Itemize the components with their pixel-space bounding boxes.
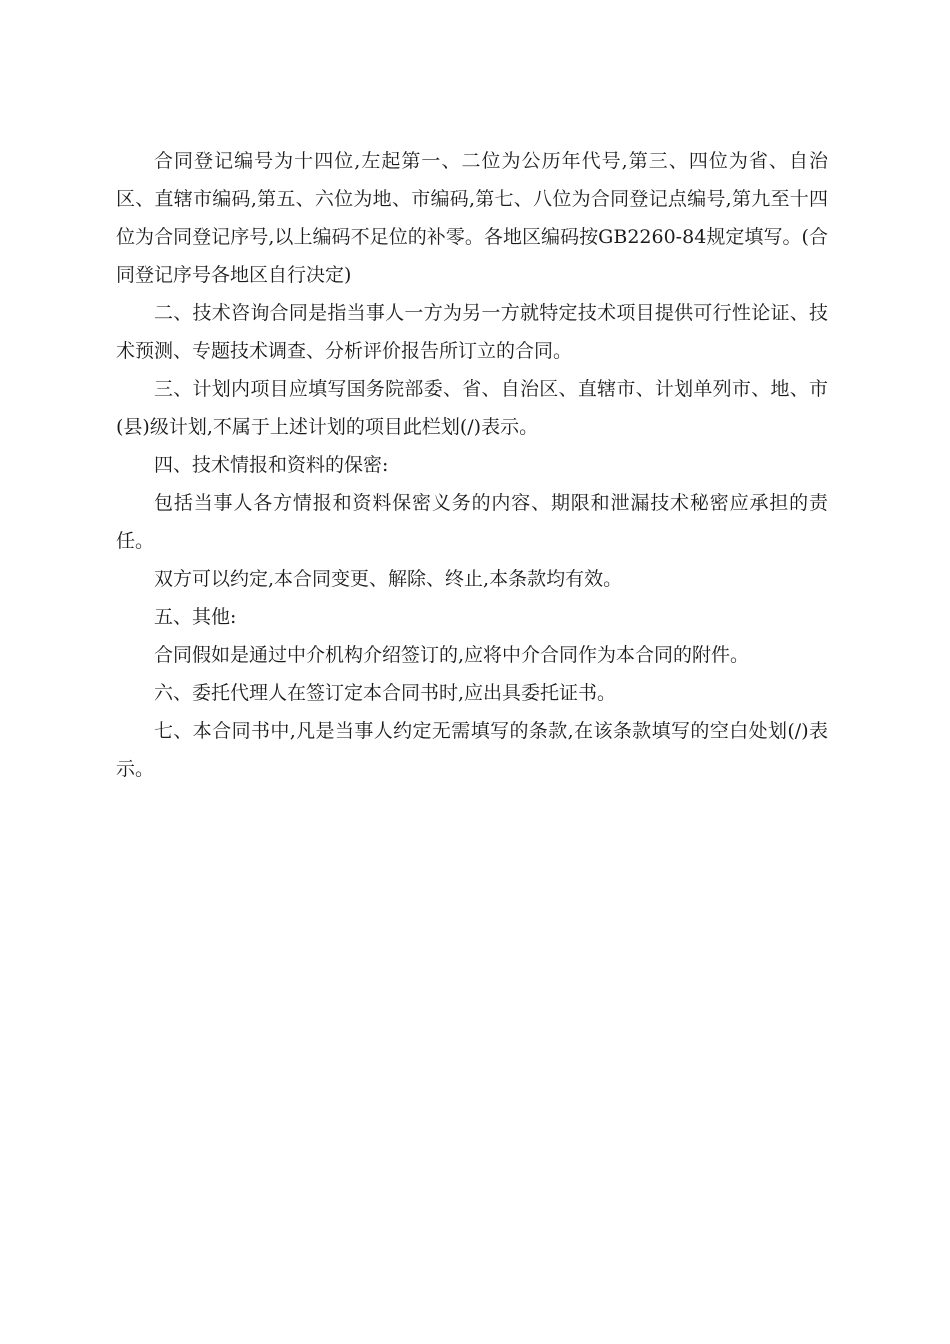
- paragraph-intermediary: 合同假如是通过中介机构介绍签订的,应将中介合同作为本合同的附件。: [154, 644, 750, 666]
- paragraph-consulting-contract: 二、技术咨询合同是指当事人一方为另一方就特定技术项目提供可行性论证、技术预测、专题技术调查、分析评价报告所订立的合同。: [116, 302, 828, 362]
- paragraph-confidentiality-heading: 四、技术情报和资料的保密:: [154, 454, 389, 476]
- paragraph-blank-fields: 七、本合同书中,凡是当事人约定无需填写的条款,在该条款填写的空白处划(/)表示。: [116, 720, 828, 780]
- paragraph-registration-number: 合同登记编号为十四位,左起第一、二位为公历年代号,第三、四位为省、自治区、直辖市编码,第五、六位为地、市编码,第七、八位为合同登记点编号,第九至十四位为合同登记序号,以上编码不足位的补零。各地区编码按GB2260-84规定填写。(合同登记序号各地区自行决定): [116, 150, 828, 286]
- paragraph-confidentiality-validity: 双方可以约定,本合同变更、解除、终止,本条款均有效。: [154, 568, 623, 590]
- paragraph-agent-certificate: 六、委托代理人在签订定本合同书时,应出具委托证书。: [154, 682, 617, 704]
- document-body: [116, 142, 828, 788]
- paragraph-other-heading: 五、其他:: [154, 606, 237, 628]
- paragraph-confidentiality-content: 包括当事人各方情报和资料保密义务的内容、期限和泄漏技术秘密应承担的责任。: [116, 492, 828, 552]
- paragraph-planned-projects: 三、计划内项目应填写国务院部委、省、自治区、直辖市、计划单列市、地、市(县)级计划,不属于上述计划的项目此栏划(/)表示。: [116, 378, 828, 438]
